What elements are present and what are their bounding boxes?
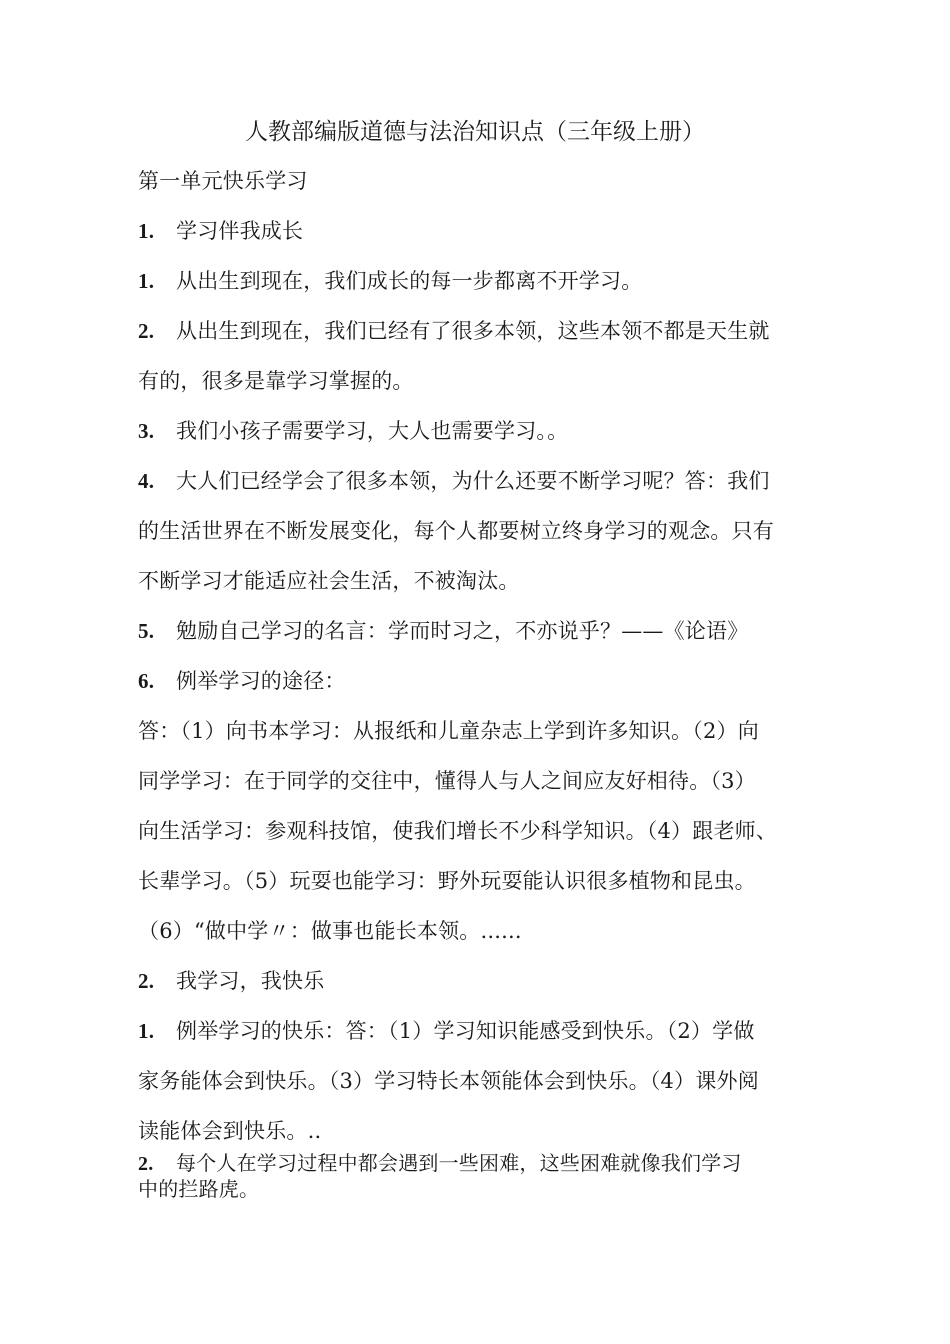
line-number: 2. xyxy=(138,1153,154,1175)
line-text: 同学学习：在于同学的交往中，懂得人与人之间应友好相待。（3） xyxy=(138,769,756,793)
line-number: 1. xyxy=(138,219,155,243)
line-text: 大人们已经学会了很多本领，为什么还要不断学习呢？答：我们 xyxy=(176,469,770,493)
paragraph-line xyxy=(138,915,522,947)
paragraph-line xyxy=(138,1065,759,1097)
unit-heading xyxy=(138,165,308,197)
line-text: 例举学习的途径： xyxy=(176,669,346,693)
document-title: 人教部编版道德与法治知识点（三年级上册） xyxy=(245,119,705,145)
line-text: 我学习，我快乐 xyxy=(176,969,325,993)
line-text: 勉励自己学习的名言：学而时习之，不亦说乎？——《论语》 xyxy=(176,619,749,643)
paragraph-line xyxy=(138,715,759,747)
paragraph-line xyxy=(138,465,770,497)
paragraph-line xyxy=(138,515,774,547)
line-number: 4. xyxy=(138,469,155,493)
paragraph-line xyxy=(138,1115,321,1147)
line-text: 的生活世界在不断发展变化，每个人都要树立终身学习的观念。只有 xyxy=(138,519,774,543)
line-number: 2. xyxy=(138,969,155,993)
line-text: 向生活学习：参观科技馆，使我们增长不少科学知识。（4）跟老师、 xyxy=(138,819,778,843)
line-number: 3. xyxy=(138,419,155,443)
paragraph-line xyxy=(138,315,770,347)
paragraph-line xyxy=(138,865,756,897)
line-number: 1. xyxy=(138,269,155,293)
line-text: 我们小孩子需要学习，大人也需要学习。。 xyxy=(176,419,569,443)
line-number: 6. xyxy=(138,669,155,693)
line-text: 学习伴我成长 xyxy=(176,219,304,243)
paragraph-line xyxy=(138,1015,755,1047)
line-text: （6）“做中学〃：做事也能长本领。...... xyxy=(138,919,522,943)
line-text: 答：（1）向书本学习：从报纸和儿童杂志上学到许多知识。（2）向 xyxy=(138,719,759,743)
line-text: 读能体会到快乐。.. xyxy=(138,1119,322,1143)
line-text: 从出生到现在，我们成长的每一步都离不开学习。 xyxy=(176,269,643,293)
line-number: 1. xyxy=(138,1019,155,1043)
lesson-heading xyxy=(138,215,303,247)
paragraph-line xyxy=(138,815,777,847)
line-text: 家务能体会到快乐。（3）学习特长本领能体会到快乐。（4）课外阅 xyxy=(138,1069,759,1093)
line-text: 例举学习的快乐：答：（1）学习知识能感受到快乐。（2）学做 xyxy=(176,1019,755,1043)
paragraph-line xyxy=(138,365,414,397)
line-text: 从出生到现在，我们已经有了很多本领，这些本领不都是天生就 xyxy=(176,319,770,343)
paragraph-line xyxy=(138,615,748,647)
line-text: 中的拦路虎。 xyxy=(138,1177,260,1201)
lesson-heading xyxy=(138,965,324,997)
paragraph-line xyxy=(138,765,756,797)
paragraph-line xyxy=(138,265,642,297)
paragraph-line xyxy=(138,565,520,597)
line-number: 5. xyxy=(138,619,155,643)
line-text: 有的，很多是靠学习掌握的。 xyxy=(138,369,414,393)
paragraph-line xyxy=(138,415,568,447)
paragraph-line xyxy=(138,1150,742,1177)
paragraph-line xyxy=(138,665,346,697)
line-text: 第一单元快乐学习 xyxy=(138,169,308,193)
line-text: 每个人在学习过程中都会遇到一些困难，这些困难就像我们学习 xyxy=(176,1151,742,1175)
line-text: 长辈学习。（5）玩耍也能学习：野外玩耍能认识很多植物和昆虫。 xyxy=(138,869,756,893)
paragraph-line xyxy=(138,1176,259,1202)
line-text: 不断学习才能适应社会生活，不被淘汰。 xyxy=(138,569,520,593)
line-number: 2. xyxy=(138,319,155,343)
